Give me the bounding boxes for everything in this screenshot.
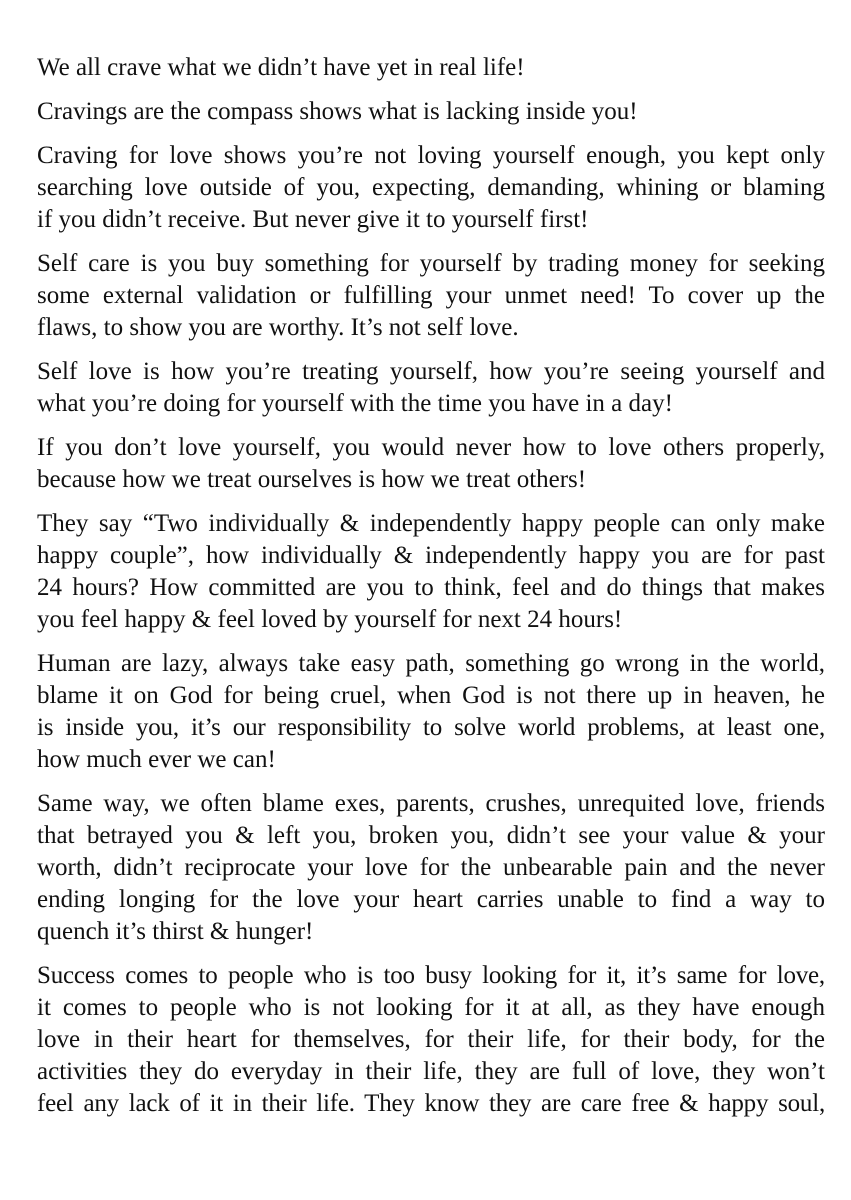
- text-line: happy couple”, how individually & independently happy you are for past: [37, 542, 825, 569]
- text-line: Cravings are the compass shows what is lacking inside you!: [37, 98, 638, 125]
- text-line: They say “Two individually & independently happy people can only make: [37, 510, 825, 537]
- text-line: Self care is you buy something for yourself by trading money for seeking: [37, 250, 825, 277]
- paragraph: [37, 96, 825, 128]
- text-line: Human are lazy, always take easy path, something go wrong in the world,: [37, 650, 825, 677]
- paragraph: [37, 648, 825, 776]
- text-line: how much ever we can!: [37, 746, 276, 773]
- text-line: flaws, to show you are worthy. It’s not self love.: [37, 314, 519, 341]
- text-line: 24 hours? How committed are you to think, feel and do things that makes: [37, 574, 825, 601]
- text-line: you feel happy & feel loved by yourself for next 24 hours!: [37, 606, 623, 633]
- text-line: quench it’s thirst & hunger!: [37, 918, 314, 945]
- text-line: that betrayed you & left you, broken you, didn’t see your value & your: [37, 822, 825, 849]
- text-line: if you didn’t receive. But never give it to yourself first!: [37, 206, 589, 233]
- paragraph: [37, 140, 825, 236]
- text-line: ending longing for the love your heart carries unable to find a way to: [37, 886, 825, 913]
- paragraph: [37, 52, 825, 84]
- paragraph: [37, 432, 825, 496]
- text-line: blame it on God for being cruel, when God is not there up in heaven, he: [37, 682, 825, 709]
- paragraph: [37, 508, 825, 636]
- text-line: because how we treat ourselves is how we treat others!: [37, 466, 587, 493]
- paragraph: [37, 356, 825, 420]
- text-line: Success comes to people who is too busy looking for it, it’s same for love,: [37, 962, 825, 989]
- text-line: is inside you, it’s our responsibility to solve world problems, at least one,: [37, 714, 825, 741]
- text-line: it comes to people who is not looking for it at all, as they have enough: [37, 994, 825, 1021]
- text-line: Same way, we often blame exes, parents, crushes, unrequited love, friends: [37, 790, 825, 817]
- paragraph: [37, 788, 825, 948]
- text-line: activities they do everyday in their life, they are full of love, they won’t: [37, 1058, 825, 1085]
- text-line: If you don’t love yourself, you would never how to love others properly,: [37, 434, 825, 461]
- text-line: what you’re doing for yourself with the time you have in a day!: [37, 390, 673, 417]
- text-line: Craving for love shows you’re not loving yourself enough, you kept only: [37, 142, 825, 169]
- text-line: worth, didn’t reciprocate your love for the unbearable pain and the never: [37, 854, 825, 881]
- text-line: We all crave what we didn’t have yet in real life!: [37, 54, 525, 81]
- paragraph: [37, 960, 825, 1120]
- document-page: [37, 52, 825, 1132]
- paragraph: [37, 248, 825, 344]
- text-line: feel any lack of it in their life. They know they are care free & happy soul,: [37, 1090, 825, 1117]
- text-line: love in their heart for themselves, for their life, for their body, for the: [37, 1026, 825, 1053]
- text-line: Self love is how you’re treating yourself, how you’re seeing yourself and: [37, 358, 825, 385]
- text-line: some external validation or fulfilling your unmet need! To cover up the: [37, 282, 825, 309]
- text-line: searching love outside of you, expecting, demanding, whining or blaming: [37, 174, 825, 201]
